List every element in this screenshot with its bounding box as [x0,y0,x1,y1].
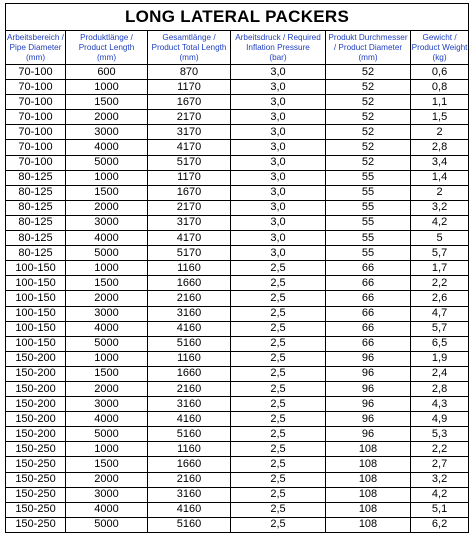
table-row [6,140,469,155]
cell-inflation-pressure: 2,5 [231,487,326,502]
cell-inflation-pressure: 2,5 [231,427,326,442]
cell-product-diameter: 96 [326,427,411,442]
cell-product-weight: 5 [411,231,469,246]
cell-total-length: 5160 [148,517,231,532]
cell-product-weight: 2,6 [411,291,469,306]
cell-pipe-diameter: 100-150 [6,321,66,336]
cell-total-length: 3160 [148,397,231,412]
cell-total-length: 1660 [148,457,231,472]
cell-product-weight: 6,5 [411,336,469,351]
cell-product-weight: 2 [411,185,469,200]
cell-inflation-pressure: 3,0 [231,65,326,80]
header-line: (mm) [358,52,378,62]
table-row [6,517,469,532]
cell-product-length: 3000 [66,125,148,140]
cell-product-length: 5000 [66,155,148,170]
cell-inflation-pressure: 2,5 [231,442,326,457]
cell-product-weight: 4,2 [411,487,469,502]
cell-product-weight: 3,4 [411,155,469,170]
table-row [6,472,469,487]
cell-pipe-diameter: 150-200 [6,351,66,366]
cell-pipe-diameter: 100-150 [6,336,66,351]
header-line: Gesamtlänge / [162,32,216,42]
cell-total-length: 1670 [148,185,231,200]
cell-product-weight: 2,7 [411,457,469,472]
cell-pipe-diameter: 70-100 [6,125,66,140]
table-row [6,110,469,125]
cell-pipe-diameter: 70-100 [6,155,66,170]
cell-inflation-pressure: 2,5 [231,291,326,306]
table-row [6,442,469,457]
cell-product-weight: 2,4 [411,366,469,381]
cell-product-length: 4000 [66,412,148,427]
table-title: LONG LATERAL PACKERS [6,4,469,31]
header-product-diameter [326,31,411,65]
cell-product-diameter: 66 [326,321,411,336]
cell-pipe-diameter: 80-125 [6,231,66,246]
cell-product-weight: 2,8 [411,381,469,396]
cell-pipe-diameter: 100-150 [6,276,66,291]
cell-product-weight: 2,8 [411,140,469,155]
cell-pipe-diameter: 150-200 [6,381,66,396]
cell-inflation-pressure: 2,5 [231,472,326,487]
cell-product-diameter: 108 [326,517,411,532]
cell-product-weight: 0,6 [411,65,469,80]
cell-product-diameter: 96 [326,366,411,381]
cell-total-length: 4160 [148,502,231,517]
header-line: Pipe Diameter [9,42,62,52]
cell-product-weight: 4,3 [411,397,469,412]
cell-inflation-pressure: 2,5 [231,502,326,517]
cell-product-length: 4000 [66,321,148,336]
cell-product-length: 3000 [66,397,148,412]
header-line: (kg) [432,52,447,62]
cell-inflation-pressure: 2,5 [231,321,326,336]
cell-total-length: 870 [148,65,231,80]
cell-total-length: 4170 [148,140,231,155]
table-row [6,502,469,517]
cell-product-diameter: 55 [326,200,411,215]
cell-product-diameter: 52 [326,65,411,80]
cell-product-weight: 4,9 [411,412,469,427]
header-line: Produktlänge / [80,32,133,42]
cell-product-length: 5000 [66,517,148,532]
cell-total-length: 2170 [148,110,231,125]
cell-pipe-diameter: 150-250 [6,457,66,472]
table-row [6,381,469,396]
table-row [6,185,469,200]
cell-inflation-pressure: 2,5 [231,412,326,427]
cell-product-length: 4000 [66,140,148,155]
cell-product-length: 1000 [66,442,148,457]
cell-pipe-diameter: 150-200 [6,427,66,442]
cell-product-diameter: 52 [326,95,411,110]
cell-inflation-pressure: 2,5 [231,261,326,276]
cell-product-weight: 2,2 [411,442,469,457]
header-line: Produkt Durchmesser [328,32,408,42]
cell-product-length: 5000 [66,427,148,442]
cell-product-length: 4000 [66,231,148,246]
header-line: Arbeitsdruck / Required [235,32,321,42]
cell-product-diameter: 55 [326,170,411,185]
cell-pipe-diameter: 150-200 [6,412,66,427]
cell-pipe-diameter: 70-100 [6,95,66,110]
packers-sheet [5,3,468,533]
cell-product-weight: 1,1 [411,95,469,110]
cell-product-length: 1000 [66,261,148,276]
header-line: Product Total Length [151,42,227,52]
cell-inflation-pressure: 3,0 [231,110,326,125]
header-line: (mm) [25,52,46,62]
cell-total-length: 5160 [148,427,231,442]
table-row [6,336,469,351]
cell-product-weight: 2,2 [411,276,469,291]
cell-product-diameter: 66 [326,336,411,351]
cell-product-diameter: 55 [326,185,411,200]
cell-total-length: 1160 [148,261,231,276]
cell-product-length: 600 [66,65,148,80]
header-line: Inflation Pressure [246,42,310,52]
table-row [6,246,469,261]
header-row [6,31,469,65]
table-row [6,231,469,246]
cell-total-length: 2170 [148,200,231,215]
cell-product-diameter: 108 [326,472,411,487]
table-row [6,276,469,291]
cell-inflation-pressure: 3,0 [231,231,326,246]
cell-total-length: 5170 [148,246,231,261]
header-line: (bar) [269,52,287,62]
cell-product-weight: 1,7 [411,261,469,276]
cell-total-length: 3160 [148,306,231,321]
table-row [6,261,469,276]
cell-pipe-diameter: 80-125 [6,170,66,185]
cell-pipe-diameter: 150-250 [6,517,66,532]
cell-product-weight: 2 [411,125,469,140]
cell-product-weight: 3,2 [411,472,469,487]
cell-inflation-pressure: 3,0 [231,140,326,155]
cell-inflation-pressure: 2,5 [231,397,326,412]
cell-product-length: 1500 [66,95,148,110]
cell-product-diameter: 108 [326,502,411,517]
cell-product-length: 1000 [66,80,148,95]
cell-inflation-pressure: 3,0 [231,170,326,185]
cell-product-length: 1500 [66,185,148,200]
cell-product-diameter: 66 [326,276,411,291]
header-line: Product Weight [411,42,468,52]
table-row [6,170,469,185]
cell-total-length: 4160 [148,412,231,427]
cell-inflation-pressure: 3,0 [231,215,326,230]
cell-inflation-pressure: 3,0 [231,80,326,95]
cell-inflation-pressure: 2,5 [231,457,326,472]
cell-inflation-pressure: 2,5 [231,366,326,381]
cell-product-weight: 3,2 [411,200,469,215]
header-total-length [148,31,231,65]
cell-total-length: 5160 [148,336,231,351]
table-row [6,215,469,230]
cell-pipe-diameter: 100-150 [6,291,66,306]
cell-inflation-pressure: 2,5 [231,381,326,396]
cell-product-weight: 1,9 [411,351,469,366]
cell-pipe-diameter: 80-125 [6,246,66,261]
table-row [6,351,469,366]
cell-product-length: 2000 [66,291,148,306]
cell-pipe-diameter: 70-100 [6,110,66,125]
cell-product-weight: 0,8 [411,80,469,95]
table-body [6,65,469,533]
cell-product-diameter: 55 [326,246,411,261]
cell-total-length: 2160 [148,381,231,396]
header-line: Arbeitsbereich / [7,32,64,42]
cell-product-length: 2000 [66,472,148,487]
cell-inflation-pressure: 2,5 [231,306,326,321]
cell-total-length: 2160 [148,291,231,306]
cell-total-length: 1660 [148,366,231,381]
cell-total-length: 4170 [148,231,231,246]
cell-product-length: 3000 [66,487,148,502]
cell-inflation-pressure: 2,5 [231,517,326,532]
cell-total-length: 3170 [148,125,231,140]
cell-total-length: 1160 [148,442,231,457]
cell-product-diameter: 66 [326,291,411,306]
cell-product-length: 3000 [66,306,148,321]
cell-product-length: 5000 [66,336,148,351]
table-row [6,80,469,95]
cell-total-length: 5170 [148,155,231,170]
cell-product-diameter: 108 [326,487,411,502]
cell-pipe-diameter: 150-250 [6,442,66,457]
cell-total-length: 1170 [148,80,231,95]
cell-product-diameter: 108 [326,457,411,472]
cell-inflation-pressure: 3,0 [231,200,326,215]
cell-inflation-pressure: 3,0 [231,125,326,140]
cell-product-length: 2000 [66,110,148,125]
header-line: / Product Diameter [333,42,403,52]
table-row [6,65,469,80]
cell-product-length: 1500 [66,366,148,381]
cell-pipe-diameter: 150-200 [6,397,66,412]
cell-product-weight: 5,7 [411,321,469,336]
header-line: (mm) [179,52,199,62]
cell-pipe-diameter: 150-250 [6,472,66,487]
cell-inflation-pressure: 3,0 [231,185,326,200]
table-row [6,397,469,412]
table-row [6,487,469,502]
table-row [6,457,469,472]
cell-product-diameter: 55 [326,231,411,246]
cell-product-length: 1000 [66,351,148,366]
cell-product-diameter: 96 [326,381,411,396]
cell-pipe-diameter: 150-250 [6,502,66,517]
packers-table [5,3,469,533]
cell-product-diameter: 66 [326,306,411,321]
cell-product-weight: 4,2 [411,215,469,230]
cell-product-diameter: 108 [326,442,411,457]
cell-pipe-diameter: 80-125 [6,200,66,215]
cell-inflation-pressure: 3,0 [231,155,326,170]
cell-product-diameter: 52 [326,110,411,125]
cell-total-length: 1160 [148,351,231,366]
cell-product-diameter: 66 [326,261,411,276]
header-inflation-pressure [231,31,326,65]
cell-product-diameter: 52 [326,80,411,95]
cell-product-weight: 5,1 [411,502,469,517]
header-pipe-diameter [6,31,66,65]
table-row [6,306,469,321]
cell-total-length: 4160 [148,321,231,336]
table-row [6,412,469,427]
table-row [6,155,469,170]
cell-total-length: 1670 [148,95,231,110]
header-product-length [66,31,148,65]
cell-pipe-diameter: 150-200 [6,366,66,381]
cell-total-length: 3170 [148,215,231,230]
cell-inflation-pressure: 2,5 [231,351,326,366]
cell-pipe-diameter: 80-125 [6,185,66,200]
table-row [6,366,469,381]
cell-product-length: 1500 [66,276,148,291]
table-row [6,291,469,306]
cell-total-length: 1170 [148,170,231,185]
cell-product-diameter: 52 [326,125,411,140]
cell-inflation-pressure: 2,5 [231,336,326,351]
cell-product-diameter: 55 [326,215,411,230]
table-row [6,200,469,215]
cell-total-length: 3160 [148,487,231,502]
cell-pipe-diameter: 70-100 [6,80,66,95]
cell-product-length: 2000 [66,200,148,215]
cell-total-length: 1660 [148,276,231,291]
cell-product-diameter: 96 [326,412,411,427]
cell-product-length: 3000 [66,215,148,230]
cell-product-weight: 5,3 [411,427,469,442]
cell-product-length: 2000 [66,381,148,396]
header-product-weight [411,31,469,65]
cell-pipe-diameter: 70-100 [6,140,66,155]
cell-product-weight: 1,4 [411,170,469,185]
table-row [6,95,469,110]
table-row [6,125,469,140]
cell-pipe-diameter: 100-150 [6,261,66,276]
cell-product-weight: 6,2 [411,517,469,532]
cell-pipe-diameter: 100-150 [6,306,66,321]
cell-product-length: 4000 [66,502,148,517]
cell-product-diameter: 96 [326,351,411,366]
header-line: Product Length [78,42,135,52]
header-line: Gewicht / [422,32,457,42]
cell-product-diameter: 52 [326,140,411,155]
header-line: (mm) [96,52,117,62]
cell-product-length: 1500 [66,457,148,472]
table-row [6,321,469,336]
cell-inflation-pressure: 3,0 [231,95,326,110]
cell-product-length: 5000 [66,246,148,261]
cell-inflation-pressure: 3,0 [231,246,326,261]
cell-total-length: 2160 [148,472,231,487]
cell-pipe-diameter: 80-125 [6,215,66,230]
cell-product-diameter: 96 [326,397,411,412]
cell-pipe-diameter: 70-100 [6,65,66,80]
cell-product-diameter: 52 [326,155,411,170]
table-row [6,427,469,442]
cell-product-length: 1000 [66,170,148,185]
cell-pipe-diameter: 150-250 [6,487,66,502]
cell-product-weight: 1,5 [411,110,469,125]
cell-product-weight: 4,7 [411,306,469,321]
cell-product-weight: 5,7 [411,246,469,261]
cell-inflation-pressure: 2,5 [231,276,326,291]
